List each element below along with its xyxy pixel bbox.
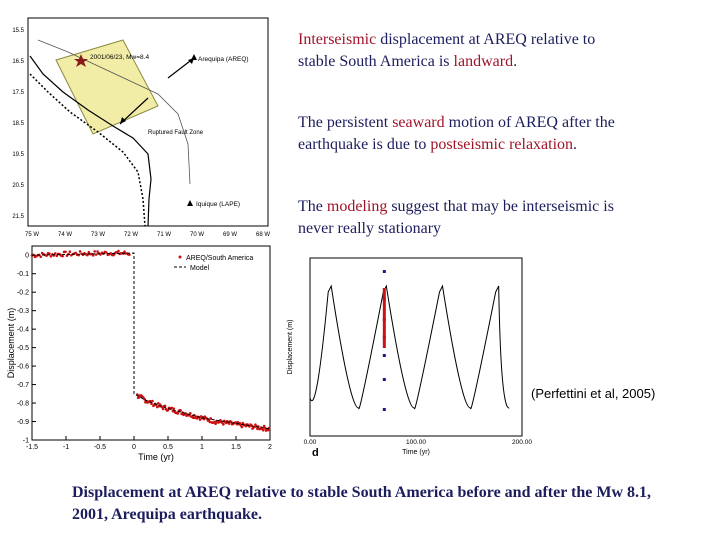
x-tick-label: 0.00 [303,439,317,446]
data-marker [383,320,386,324]
data-marker [383,340,386,344]
lon-label: 70 W [189,232,205,238]
paragraph-modeling [298,196,628,240]
data-marker [383,316,386,320]
y-tick-label: 0 [25,252,29,260]
model-marker [383,408,386,411]
areq-label: Arequipa (AREQ) [198,56,249,63]
map-figure [8,14,270,240]
data-point [173,407,176,410]
data-point [128,253,131,256]
data-point [222,423,225,426]
p2-text-a: The persistent [298,114,393,131]
chart2-xlabel: Time (yr) [402,449,430,456]
lat-label: 17.5 [12,90,24,96]
iqq-label: Iquique (LAPE) [196,201,241,208]
x-tick-label: 100.00 [406,439,426,446]
lon-label: 71 W [156,232,172,238]
data-point [39,255,42,258]
zone-label: Ruptured Fault Zone [148,130,204,136]
chart1-ylabel: Displacement (m) [6,307,16,379]
legend-data-label: AREQ/South America [186,255,254,262]
areq-displacement-chart [4,238,284,462]
x-tick-label: 200.00 [512,439,532,446]
model-marker [383,378,386,381]
y-tick-label: -0.7 [16,382,29,390]
data-point [209,417,212,420]
term-landward: landward [453,53,514,70]
data-point [241,426,244,429]
y-tick-label: -0.2 [16,289,29,297]
x-tick-label: 0.5 [163,444,173,451]
data-marker [383,304,386,308]
lon-label: 73 W [90,232,106,238]
model-cycle-chart [278,252,540,458]
p2-end: . [573,136,578,153]
data-marker [383,288,386,292]
x-tick-label: 1.5 [231,444,241,451]
data-marker [383,336,386,340]
data-point [64,250,67,253]
p1-end: . [513,53,518,70]
data-marker [383,308,386,312]
model-marker [383,270,386,273]
y-tick-label: -0.4 [16,326,29,334]
lon-label: 74 W [57,232,73,238]
data-point [61,255,64,258]
data-marker [383,296,386,300]
chart2-x-ticks [304,439,533,446]
data-marker [383,300,386,304]
term-interseismic: Interseismic [298,31,377,48]
y-tick-label: -0.3 [16,308,29,316]
model-marker [383,354,386,357]
lon-label: 68 W [255,232,270,238]
lat-label: 19.5 [12,152,24,158]
data-point [117,250,120,253]
legend-data-marker [179,256,182,259]
paragraph-postseismic [298,112,628,156]
data-marker [383,344,386,348]
lon-label: 69 W [222,232,238,238]
legend-model-label: Model [190,265,210,272]
y-tick-label: -0.1 [16,271,29,279]
y-tick-label: -0.8 [16,400,29,408]
data-point [79,250,82,253]
x-tick-label: -1.5 [25,444,39,451]
chart2-ylabel: Displacement (m) [287,319,294,375]
p1-text: displacement at AREQ relative to stable South America is [298,31,596,70]
data-point [69,250,72,253]
term-postseismic: postseismic relaxation [430,136,574,153]
lat-label: 15.5 [12,28,24,34]
data-marker [383,312,386,316]
data-point [162,408,165,411]
lon-label: 72 W [123,232,139,238]
data-marker [383,328,386,332]
y-tick-label: -0.6 [16,363,29,371]
lat-labels [12,28,24,220]
data-point [93,250,96,253]
lon-label: 75 W [24,232,40,238]
x-tick-label: 1 [200,444,204,451]
x-tick-label: 2 [268,444,272,451]
y-tick-label: -0.5 [16,345,29,353]
data-point [262,429,265,432]
lat-label: 21.5 [12,214,24,220]
p3-text-a: The [298,198,327,215]
x-tick-label: 0 [132,444,136,451]
paragraph-interseismic [298,29,628,73]
p3-text-b: suggest that may be interseismic is never really stationary [298,198,614,237]
map-frame [28,18,268,226]
data-marker [383,332,386,336]
event-label: 2001/06/23, Mw=8.4 [90,54,150,61]
x-tick-label: -1 [62,444,70,451]
term-modeling: modeling [326,198,388,215]
x-tick-label: -0.5 [93,444,107,451]
data-point [151,400,154,403]
lat-label: 20.5 [12,183,24,189]
chart1-frame [32,246,270,440]
lat-label: 18.5 [12,121,24,127]
term-seaward: seaward [392,114,445,131]
figure-caption: Displacement at AREQ relative to stable South America before and after the Mw 8.1, 2001, Arequipa earthquake. [72,484,652,523]
citation: (Perfettini et al, 2005) [531,386,656,401]
data-marker [383,324,386,328]
y-tick-label: -0.9 [16,419,29,427]
y-tick-label: -1 [22,437,29,445]
p2-text-b: motion of AREQ after the earthquake is due to [298,114,615,153]
chart2-panel-label: d [312,447,319,458]
lat-label: 16.5 [12,59,24,65]
data-marker [383,292,386,296]
chart1-xlabel: Time (yr) [138,452,174,462]
